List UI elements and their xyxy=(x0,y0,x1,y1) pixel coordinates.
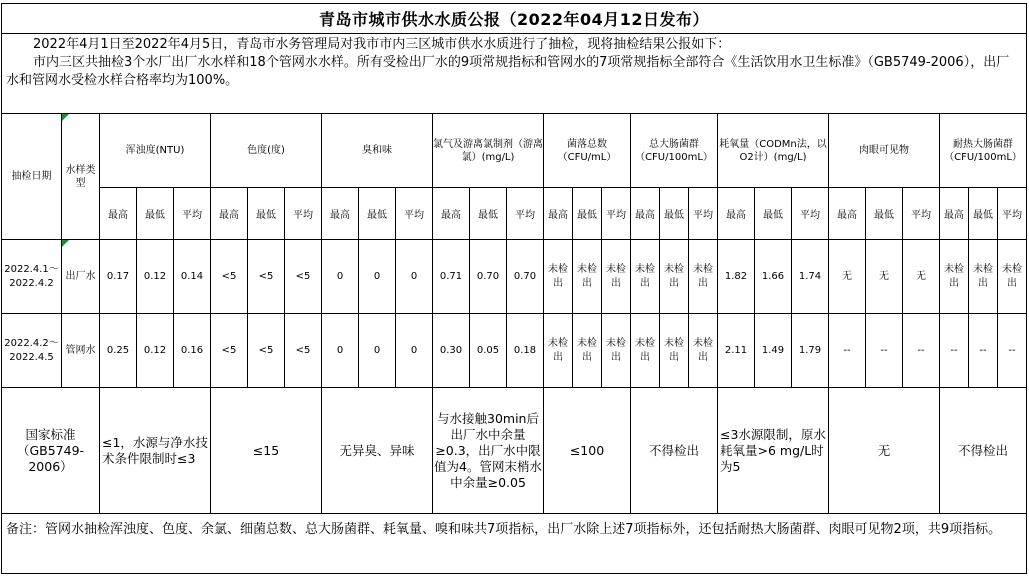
value-cell[interactable]: 0.18 xyxy=(507,314,544,388)
value-cell[interactable]: -- xyxy=(903,314,940,388)
header-chlorine[interactable]: 氯气及游离氯制剂（游离氯）(mg/L) xyxy=(433,114,544,188)
standard-turbidity[interactable]: ≤1，水源与净水技术条件限制时≤3 xyxy=(100,388,211,514)
row-type[interactable]: 出厂水 xyxy=(62,240,100,314)
subheader-max[interactable]: 最高 xyxy=(544,188,573,240)
value-cell[interactable]: 未检出 xyxy=(998,240,1027,314)
value-cell[interactable]: 2.11 xyxy=(718,314,755,388)
subheader-avg[interactable]: 平均 xyxy=(998,188,1027,240)
value-cell[interactable]: 1.49 xyxy=(755,314,792,388)
value-cell[interactable]: <5 xyxy=(211,240,248,314)
value-cell[interactable]: <5 xyxy=(211,314,248,388)
standard-visible[interactable]: 无 xyxy=(829,388,940,514)
subheader-min[interactable]: 最低 xyxy=(137,188,174,240)
value-cell[interactable]: 未检出 xyxy=(631,314,660,388)
row-date[interactable]: 2022.4.2～2022.4.5 xyxy=(2,314,62,388)
subheader-max[interactable]: 最高 xyxy=(433,188,470,240)
value-cell[interactable]: 未检出 xyxy=(689,240,718,314)
subheader-max[interactable]: 最高 xyxy=(829,188,866,240)
subheader-avg[interactable]: 平均 xyxy=(602,188,631,240)
value-cell[interactable]: 0.16 xyxy=(174,314,211,388)
value-cell[interactable]: 0.71 xyxy=(433,240,470,314)
table-row xyxy=(2,314,1027,388)
value-cell[interactable]: 未检出 xyxy=(969,240,998,314)
subheader-max[interactable]: 最高 xyxy=(940,188,969,240)
value-cell[interactable]: 0 xyxy=(322,314,359,388)
standard-odor[interactable]: 无异臭、异味 xyxy=(322,388,433,514)
subheader-min[interactable]: 最低 xyxy=(573,188,602,240)
subheader-avg[interactable]: 平均 xyxy=(285,188,322,240)
subheader-max[interactable]: 最高 xyxy=(631,188,660,240)
header-date[interactable]: 抽检日期 xyxy=(2,114,62,240)
subheader-min[interactable]: 最低 xyxy=(866,188,903,240)
value-cell[interactable]: 1.79 xyxy=(792,314,829,388)
header-color[interactable]: 色度(度) xyxy=(211,114,322,188)
value-cell[interactable]: 0 xyxy=(396,314,433,388)
standard-chlorine[interactable]: 与水接触30min后出厂水中余量≥0.3，出厂水中限值为4。管网末梢水中余量≥0.05 xyxy=(433,388,544,514)
value-cell[interactable]: 未检出 xyxy=(940,240,969,314)
value-cell[interactable]: -- xyxy=(969,314,998,388)
value-cell[interactable]: -- xyxy=(866,314,903,388)
subheader-avg[interactable]: 平均 xyxy=(903,188,940,240)
value-cell[interactable]: 1.66 xyxy=(755,240,792,314)
value-cell[interactable]: 1.82 xyxy=(718,240,755,314)
subheader-row xyxy=(2,188,1027,240)
intro-line-1: 2022年4月1日至2022年4月5日，青岛市水务管理局对我市市内三区城市供水水质进行了抽检，现将抽检结果公报如下： xyxy=(33,37,731,52)
table-row xyxy=(2,240,1027,314)
value-cell[interactable]: 无 xyxy=(866,240,903,314)
intro-cell[interactable] xyxy=(2,34,1027,114)
subheader-min[interactable]: 最低 xyxy=(359,188,396,240)
standard-color[interactable]: ≤15 xyxy=(211,388,322,514)
value-cell[interactable]: 未检出 xyxy=(573,314,602,388)
value-cell[interactable]: <5 xyxy=(248,240,285,314)
value-cell[interactable]: 未检出 xyxy=(602,240,631,314)
value-cell[interactable]: -- xyxy=(940,314,969,388)
value-cell[interactable]: 0 xyxy=(359,314,396,388)
header-oxygen[interactable]: 耗氧量（CODMn法，以O2计）(mg/L) xyxy=(718,114,829,188)
value-cell[interactable]: 0.17 xyxy=(100,240,137,314)
row-type[interactable]: 管网水 xyxy=(62,314,100,388)
note-cell[interactable]: 备注：管网水抽检浑浊度、色度、余氯、细菌总数、总大肠菌群、耗氧量、嗅和味共7项指标，出厂水除上述7项指标外，还包括耐热大肠菌群、肉眼可见物2项，共9项指标。 xyxy=(2,514,1027,574)
subheader-avg[interactable]: 平均 xyxy=(792,188,829,240)
subheader-min[interactable]: 最低 xyxy=(248,188,285,240)
subheader-min[interactable]: 最低 xyxy=(660,188,689,240)
subheader-max[interactable]: 最高 xyxy=(211,188,248,240)
standard-thermo-coliform[interactable]: 不得检出 xyxy=(940,388,1027,514)
value-cell[interactable]: 0.70 xyxy=(470,240,507,314)
standard-colony[interactable]: ≤100 xyxy=(544,388,631,514)
value-cell[interactable]: 未检出 xyxy=(544,240,573,314)
subheader-avg[interactable]: 平均 xyxy=(174,188,211,240)
subheader-min[interactable]: 最低 xyxy=(470,188,507,240)
header-turbidity[interactable]: 浑浊度(NTU) xyxy=(100,114,211,188)
value-cell[interactable]: <5 xyxy=(285,240,322,314)
header-odor[interactable]: 臭和味 xyxy=(322,114,433,188)
subheader-max[interactable]: 最高 xyxy=(322,188,359,240)
value-cell[interactable]: 无 xyxy=(829,240,866,314)
value-cell[interactable]: 0.05 xyxy=(470,314,507,388)
value-cell[interactable]: 0.30 xyxy=(433,314,470,388)
value-cell[interactable]: 0.14 xyxy=(174,240,211,314)
subheader-min[interactable]: 最低 xyxy=(969,188,998,240)
value-cell[interactable]: <5 xyxy=(285,314,322,388)
header-coliform[interactable]: 总大肠菌群（CFU/100mL） xyxy=(631,114,718,188)
report-title[interactable]: 青岛市城市供水水质公报（2022年04月12日发布） xyxy=(2,4,1027,34)
subheader-avg[interactable]: 平均 xyxy=(507,188,544,240)
value-cell[interactable]: 0 xyxy=(322,240,359,314)
row-date[interactable]: 2022.4.1～2022.4.2 xyxy=(2,240,62,314)
value-cell[interactable]: 0 xyxy=(396,240,433,314)
subheader-min[interactable]: 最低 xyxy=(755,188,792,240)
header-visible[interactable]: 肉眼可见物 xyxy=(829,114,940,188)
standard-oxygen[interactable]: ≤3水源限制，原水耗氧量>6 mg/L时为5 xyxy=(718,388,829,514)
header-type[interactable]: 水样类型 xyxy=(62,114,100,240)
value-cell[interactable]: <5 xyxy=(248,314,285,388)
water-quality-table xyxy=(1,3,1027,574)
value-cell[interactable]: 未检出 xyxy=(544,314,573,388)
value-cell[interactable]: 未检出 xyxy=(631,240,660,314)
subheader-max[interactable]: 最高 xyxy=(718,188,755,240)
header-thermo-coliform[interactable]: 耐热大肠菌群（CFU/100mL） xyxy=(940,114,1027,188)
value-cell[interactable]: 0.12 xyxy=(137,240,174,314)
value-cell[interactable]: 未检出 xyxy=(573,240,602,314)
intro-line-2: 市内三区共抽检3个水厂出厂水水样和18个管网水水样。所有受检出厂水的9项常规指标和管网水的7项常规指标全部符合《生活饮用水卫生标准》（GB5749-2006），出厂水和管网水受检水样合格率均为100%。 xyxy=(6,55,1010,88)
value-cell[interactable]: 未检出 xyxy=(660,240,689,314)
value-cell[interactable]: 0.12 xyxy=(137,314,174,388)
value-cell[interactable]: -- xyxy=(829,314,866,388)
value-cell[interactable]: 1.74 xyxy=(792,240,829,314)
value-cell[interactable]: -- xyxy=(998,314,1027,388)
subheader-avg[interactable]: 平均 xyxy=(689,188,718,240)
standard-coliform[interactable]: 不得检出 xyxy=(631,388,718,514)
value-cell[interactable]: 未检出 xyxy=(602,314,631,388)
standard-label[interactable]: 国家标准（GB5749-2006） xyxy=(2,388,100,514)
value-cell[interactable]: 未检出 xyxy=(660,314,689,388)
value-cell[interactable]: 0 xyxy=(359,240,396,314)
value-cell[interactable]: 未检出 xyxy=(689,314,718,388)
subheader-avg[interactable]: 平均 xyxy=(396,188,433,240)
value-cell[interactable]: 0.70 xyxy=(507,240,544,314)
header-colony[interactable]: 菌落总数（CFU/mL） xyxy=(544,114,631,188)
value-cell[interactable]: 0.25 xyxy=(100,314,137,388)
subheader-max[interactable]: 最高 xyxy=(100,188,137,240)
value-cell[interactable]: 无 xyxy=(903,240,940,314)
